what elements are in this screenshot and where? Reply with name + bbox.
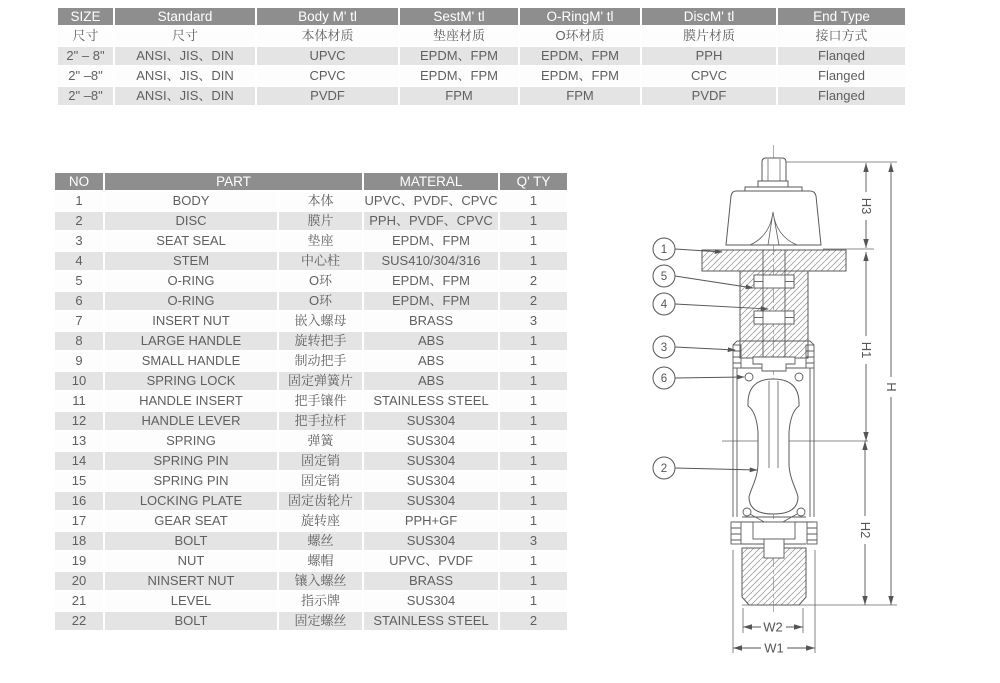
spec-col-subheader: O环材质: [519, 26, 641, 46]
parts-cell: 14: [54, 451, 104, 471]
parts-cell: LARGE HANDLE: [104, 331, 278, 351]
parts-cell: 16: [54, 491, 104, 511]
parts-cell: 镶入螺丝: [278, 571, 363, 591]
parts-row: [54, 571, 568, 591]
parts-cell: 2: [499, 291, 568, 311]
parts-col-header-material: MATERAL: [363, 172, 499, 191]
parts-cell: SUS304: [363, 591, 499, 611]
parts-cell: O-RING: [104, 291, 278, 311]
parts-cell: SPRING PIN: [104, 471, 278, 491]
parts-cell: 本体: [278, 191, 363, 211]
valve-section-drawing: [615, 140, 1000, 683]
spec-cell: 2" –8": [57, 66, 114, 86]
parts-cell: 9: [54, 351, 104, 371]
callout-number: 5: [660, 271, 668, 283]
parts-cell: 7: [54, 311, 104, 331]
parts-cell: 1: [499, 191, 568, 211]
spec-col-subheader: 本体材质: [256, 26, 399, 46]
spec-cell: FPM: [519, 86, 641, 106]
parts-cell: UPVC、PVDF: [363, 551, 499, 571]
spec-cell: Flanged: [777, 86, 906, 106]
spec-header-row: [57, 7, 906, 26]
dimension-label-h: H: [884, 382, 899, 392]
spec-cell: CPVC: [256, 66, 399, 86]
callout-number: 1: [660, 244, 668, 256]
parts-cell: SEAT SEAL: [104, 231, 278, 251]
spec-cell: PPH: [641, 46, 777, 66]
parts-cell: 1: [499, 591, 568, 611]
parts-row: [54, 311, 568, 331]
parts-cell: STAINLESS STEEL: [363, 391, 499, 411]
parts-cell: 1: [499, 371, 568, 391]
parts-cell: SPRING PIN: [104, 451, 278, 471]
parts-cell: 固定销: [278, 451, 363, 471]
parts-table: [53, 171, 569, 632]
spec-cell: Flanqed: [777, 46, 906, 66]
spec-cell: EPDM、FPM: [399, 66, 519, 86]
parts-cell: 1: [499, 511, 568, 531]
parts-cell: BRASS: [363, 311, 499, 331]
parts-cell: 膜片: [278, 211, 363, 231]
parts-cell: 1: [499, 211, 568, 231]
parts-cell: 11: [54, 391, 104, 411]
spec-cell: 2" –8": [57, 86, 114, 106]
parts-cell: 1: [54, 191, 104, 211]
parts-row: [54, 351, 568, 371]
parts-cell: 固定弹簧片: [278, 371, 363, 391]
parts-cell: EPDM、FPM: [363, 291, 499, 311]
parts-cell: 指示牌: [278, 591, 363, 611]
parts-row: [54, 551, 568, 571]
parts-row: [54, 191, 568, 211]
parts-cell: NUT: [104, 551, 278, 571]
parts-cell: SPRING: [104, 431, 278, 451]
spec-col-header: Standard: [114, 7, 256, 26]
parts-cell: UPVC、PVDF、CPVC: [363, 191, 499, 211]
spec-cell: ANSI、JIS、DIN: [114, 46, 256, 66]
parts-cell: DISC: [104, 211, 278, 231]
parts-row: [54, 511, 568, 531]
parts-cell: HANDLE INSERT: [104, 391, 278, 411]
parts-cell: 把手拉杆: [278, 411, 363, 431]
parts-cell: 把手镶件: [278, 391, 363, 411]
parts-cell: 19: [54, 551, 104, 571]
spec-cell: EPDM、FPM: [519, 46, 641, 66]
parts-cell: 22: [54, 611, 104, 631]
spec-col-subheader: 垫座材质: [399, 26, 519, 46]
parts-cell: 21: [54, 591, 104, 611]
parts-cell: 1: [499, 551, 568, 571]
dimension-label-h2: H2: [858, 521, 873, 539]
parts-cell: GEAR SEAT: [104, 511, 278, 531]
parts-cell: ABS: [363, 331, 499, 351]
parts-cell: 15: [54, 471, 104, 491]
parts-cell: 1: [499, 471, 568, 491]
parts-col-header-no: NO: [54, 172, 104, 191]
spec-col-subheader: 膜片材质: [641, 26, 777, 46]
parts-cell: STEM: [104, 251, 278, 271]
spec-col-header: DiscM' tl: [641, 7, 777, 26]
spec-cell: UPVC: [256, 46, 399, 66]
parts-cell: 固定齿轮片: [278, 491, 363, 511]
spec-col-header: O-RingM' tl: [519, 7, 641, 26]
parts-row: [54, 231, 568, 251]
parts-cell: SUS304: [363, 471, 499, 491]
parts-cell: 旋转把手: [278, 331, 363, 351]
parts-cell: 制动把手: [278, 351, 363, 371]
spec-col-header: Body M' tl: [256, 7, 399, 26]
callout-number: 4: [660, 299, 668, 311]
callout-number: 3: [660, 342, 668, 354]
parts-cell: STAINLESS STEEL: [363, 611, 499, 631]
parts-cell: 3: [54, 231, 104, 251]
parts-cell: SUS304: [363, 411, 499, 431]
parts-cell: PPH、PVDF、CPVC: [363, 211, 499, 231]
parts-cell: EPDM、FPM: [363, 271, 499, 291]
parts-cell: INSERT NUT: [104, 311, 278, 331]
gear-seat: [745, 357, 803, 381]
spec-cell: PVDF: [641, 86, 777, 106]
spec-col-subheader: 接口方式: [777, 26, 906, 46]
parts-row: [54, 591, 568, 611]
parts-cell: SPRING LOCK: [104, 371, 278, 391]
spec-col-header: End Type: [777, 7, 906, 26]
parts-col-header-qty: Q' TY: [499, 172, 568, 191]
parts-row: [54, 451, 568, 471]
parts-row: [54, 471, 568, 491]
parts-cell: 1: [499, 491, 568, 511]
parts-cell: 1: [499, 411, 568, 431]
parts-cell: PPH+GF: [363, 511, 499, 531]
parts-cell: BODY: [104, 191, 278, 211]
spec-cell: ANSI、JIS、DIN: [114, 66, 256, 86]
parts-cell: 固定销: [278, 471, 363, 491]
spec-cell: FPM: [399, 86, 519, 106]
spec-cell: EPDM、FPM: [519, 66, 641, 86]
parts-cell: 1: [499, 251, 568, 271]
parts-cell: 2: [54, 211, 104, 231]
parts-cell: ABS: [363, 351, 499, 371]
parts-cell: NINSERT NUT: [104, 571, 278, 591]
parts-cell: O环: [278, 291, 363, 311]
parts-cell: 弹簧: [278, 431, 363, 451]
parts-cell: O环: [278, 271, 363, 291]
parts-cell: SUS304: [363, 431, 499, 451]
disc: [748, 379, 799, 523]
dimension-label-w2: W2: [763, 619, 783, 635]
parts-cell: SUS304: [363, 531, 499, 551]
spec-cell: 2" – 8": [57, 46, 114, 66]
parts-cell: 18: [54, 531, 104, 551]
parts-row: [54, 611, 568, 631]
parts-cell: 4: [54, 251, 104, 271]
parts-cell: 旋转座: [278, 511, 363, 531]
parts-row: [54, 371, 568, 391]
parts-cell: SUS304: [363, 491, 499, 511]
parts-row: [54, 291, 568, 311]
parts-row: [54, 391, 568, 411]
parts-cell: 螺丝: [278, 531, 363, 551]
parts-cell: 2: [499, 611, 568, 631]
spec-col-header: SIZE: [57, 7, 114, 26]
parts-cell: BRASS: [363, 571, 499, 591]
parts-cell: 固定螺丝: [278, 611, 363, 631]
parts-row: [54, 491, 568, 511]
parts-cell: EPDM、FPM: [363, 231, 499, 251]
parts-cell: ABS: [363, 371, 499, 391]
spec-cell: ANSI、JIS、DIN: [114, 86, 256, 106]
parts-cell: SUS304: [363, 451, 499, 471]
parts-cell: 1: [499, 331, 568, 351]
parts-row: [54, 411, 568, 431]
parts-cell: LEVEL: [104, 591, 278, 611]
spec-table-body: [57, 7, 906, 106]
parts-cell: 垫座: [278, 231, 363, 251]
parts-cell: 1: [499, 351, 568, 371]
dimension-label-w1: W1: [764, 640, 784, 656]
cap-assembly: [726, 158, 821, 245]
parts-cell: 1: [499, 231, 568, 251]
spec-subheader-row: [57, 26, 906, 46]
parts-row: [54, 431, 568, 451]
spec-cell: Flanged: [777, 66, 906, 86]
spec-row: [57, 86, 906, 106]
parts-cell: 嵌入螺母: [278, 311, 363, 331]
parts-row: [54, 271, 568, 291]
parts-cell: 6: [54, 291, 104, 311]
parts-cell: O-RING: [104, 271, 278, 291]
parts-cell: 螺帽: [278, 551, 363, 571]
parts-cell: 10: [54, 371, 104, 391]
parts-row: [54, 211, 568, 231]
spec-cell: PVDF: [256, 86, 399, 106]
parts-cell: 5: [54, 271, 104, 291]
spec-cell: CPVC: [641, 66, 777, 86]
parts-cell: SMALL HANDLE: [104, 351, 278, 371]
spec-col-subheader: 尺寸: [57, 26, 114, 46]
parts-row: [54, 531, 568, 551]
callout-numbers: [661, 244, 668, 475]
dimension-label-h3: H3: [859, 197, 874, 215]
parts-cell: 8: [54, 331, 104, 351]
parts-row: [54, 331, 568, 351]
parts-col-header-part: PART: [104, 172, 363, 191]
parts-cell: LOCKING PLATE: [104, 491, 278, 511]
parts-cell: 13: [54, 431, 104, 451]
parts-header-row: [54, 172, 568, 191]
parts-cell: SUS410/304/316: [363, 251, 499, 271]
parts-cell: 1: [499, 571, 568, 591]
parts-cell: 3: [499, 311, 568, 331]
parts-cell: BOLT: [104, 611, 278, 631]
parts-cell: 17: [54, 511, 104, 531]
parts-cell: 12: [54, 411, 104, 431]
parts-cell: 中心柱: [278, 251, 363, 271]
dimension-label-h1: H1: [859, 341, 874, 359]
parts-cell: 1: [499, 391, 568, 411]
callout-number: 2: [660, 463, 668, 475]
parts-row: [54, 251, 568, 271]
callout-number: 6: [660, 373, 668, 385]
parts-cell: 1: [499, 451, 568, 471]
parts-cell: BOLT: [104, 531, 278, 551]
parts-cell: 20: [54, 571, 104, 591]
spec-row: [57, 46, 906, 66]
spec-table: [56, 6, 907, 107]
parts-cell: 2: [499, 271, 568, 291]
spec-cell: EPDM、FPM: [399, 46, 519, 66]
parts-table-body: [54, 172, 568, 631]
spec-row: [57, 66, 906, 86]
parts-cell: HANDLE LEVER: [104, 411, 278, 431]
parts-cell: 3: [499, 531, 568, 551]
spec-col-header: SestM' tl: [399, 7, 519, 26]
spec-col-subheader: 尺寸: [114, 26, 256, 46]
parts-cell: 1: [499, 431, 568, 451]
